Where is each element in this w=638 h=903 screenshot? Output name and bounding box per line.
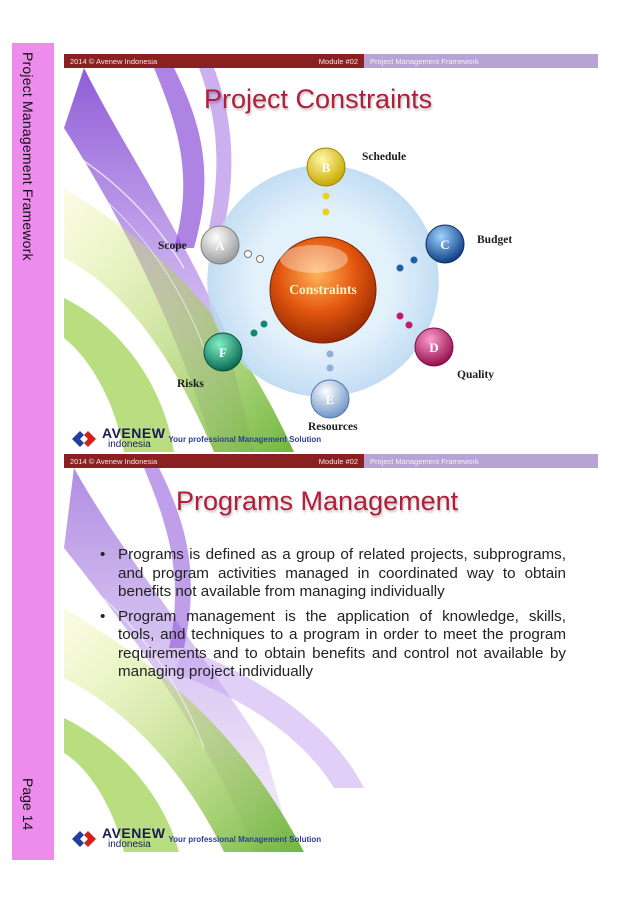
label-schedule: Schedule [362, 151, 407, 163]
brand-sub: indonesia [108, 439, 151, 450]
bullet-item [100, 608, 566, 682]
bullet-text: Programs is defined as a group of related projects, subprograms, and program activities managed in coordinated way to obtain benefits not available from managing individually [118, 546, 566, 600]
header-copyright: 2014 © Avenew Indonesia [70, 456, 158, 466]
label-risks: Risks [177, 378, 204, 390]
header-section: Project Management Framework [364, 54, 598, 68]
node-a-letter: A [215, 238, 225, 253]
node-b-letter: B [321, 160, 331, 175]
slide-programs-management [64, 454, 598, 852]
slide-title: Programs Management [176, 486, 459, 516]
avenew-logo-icon [70, 428, 100, 450]
header-module: Module #02 [318, 456, 358, 466]
node-d-letter: D [429, 340, 439, 355]
constraints-diagram [64, 54, 598, 452]
header-copyright: 2014 © Avenew Indonesia [70, 56, 158, 66]
bullet-item [100, 546, 566, 602]
node-e-letter: E [325, 392, 335, 407]
header-module: Module #02 [318, 56, 358, 66]
brand-name: AVENEW [102, 825, 166, 841]
bullet-list [100, 546, 566, 688]
brand-sub: indonesia [108, 839, 151, 850]
label-quality: Quality [457, 369, 495, 381]
slide-title: Project Constraints [204, 84, 433, 114]
bullet-text: Program management is the application of knowledge, skills, tools, and techniques to a program in order to meet the program requirements and to obtain benefits and control not available by managing project individually [118, 607, 566, 680]
bullet-dot-icon: • [100, 546, 106, 563]
side-title: Project Management Framework [20, 52, 36, 261]
label-resources: Resources [308, 421, 358, 433]
slide-footer [70, 824, 321, 850]
label-budget: Budget [477, 234, 513, 246]
label-scope: Scope [158, 240, 187, 252]
node-c-letter: C [440, 237, 450, 252]
avenew-logo-icon [70, 828, 100, 850]
bullet-dot-icon: • [100, 607, 106, 625]
brand-tagline: Your professional Management Solution [168, 835, 322, 844]
brand-name: AVENEW [102, 425, 166, 441]
slide-footer [70, 424, 321, 450]
node-f-letter: F [219, 345, 227, 360]
slide-project-constraints [64, 54, 598, 452]
header-section: Project Management Framework [364, 454, 598, 468]
center-label: Constraints [289, 282, 357, 297]
brand-tagline: Your professional Management Solution [168, 435, 322, 444]
page-number: Page 14 [20, 778, 36, 831]
slide-header-bar [64, 454, 598, 468]
